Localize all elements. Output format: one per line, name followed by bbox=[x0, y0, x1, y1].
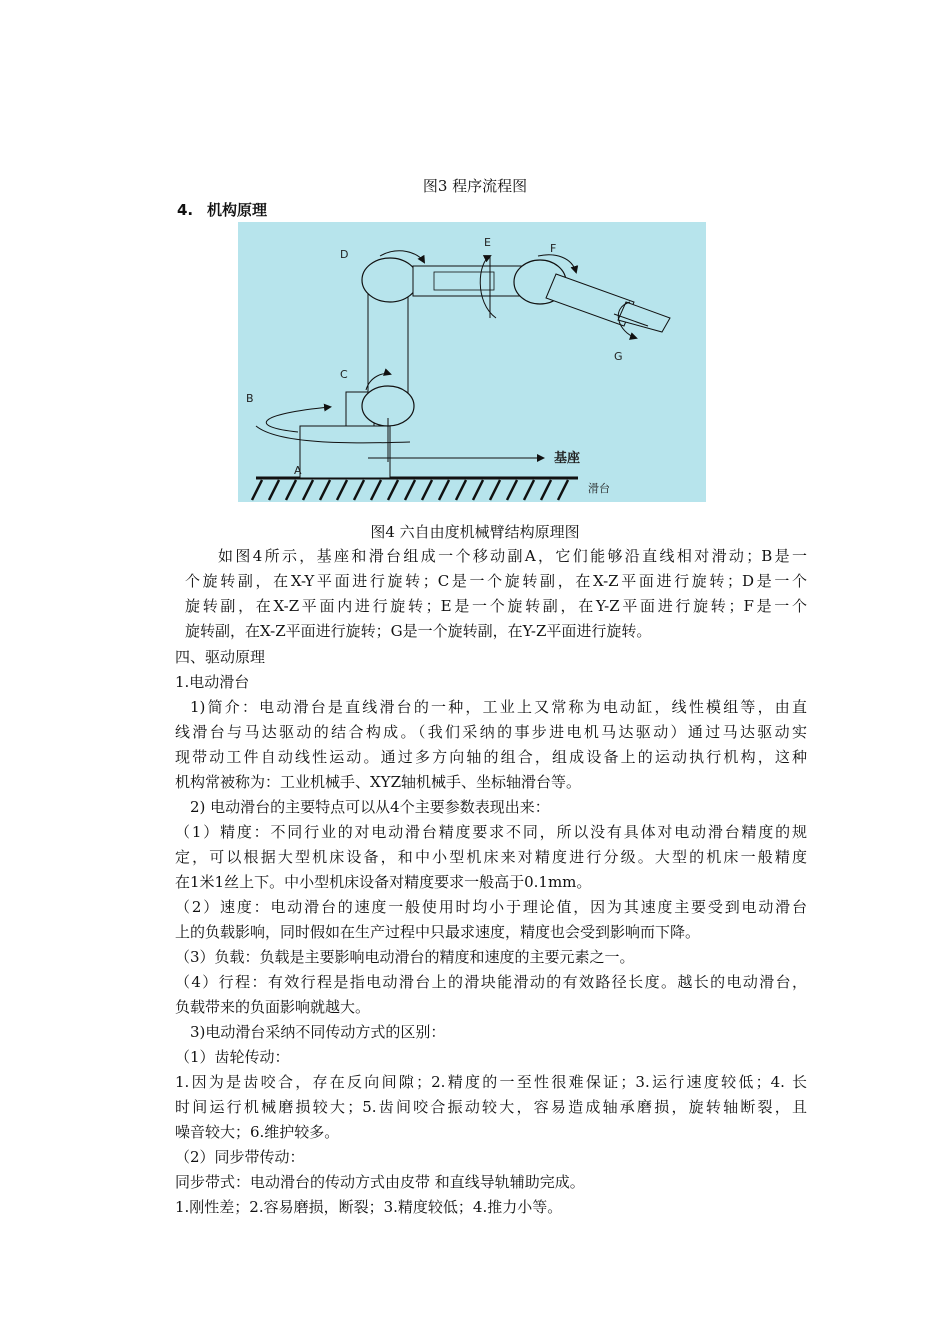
belt-description: 同步带式：电动滑台的传动方式由皮带 和直线导轨辅助完成。 bbox=[175, 1173, 585, 1191]
robot-arm-svg bbox=[238, 222, 706, 502]
gear-title: （1）齿轮传动： bbox=[175, 1048, 290, 1066]
intro-line: 线滑台与马达驱动的结合构成。（我们采纳的事步进电机马达驱动）通过马达驱动实 bbox=[175, 723, 807, 741]
travel-line: 负载带来的负面影响就越大。 bbox=[175, 998, 371, 1016]
label-e: E bbox=[484, 236, 491, 249]
precision-line: 定，可以根据大型机床设备，和中小型机床来对精度进行分级。大型的机床一般精度 bbox=[175, 848, 807, 866]
intro-line: 机构常被称为：工业机械手、XYZ轴机械手、坐标轴滑台等。 bbox=[175, 773, 582, 791]
speed-line: 上的负载影响，同时假如在生产过程中只最求速度，精度也会受到影响而下降。 bbox=[175, 923, 701, 941]
label-a: A bbox=[294, 464, 302, 477]
label-b: B bbox=[246, 392, 254, 405]
intro-line: 现带动工件自动线性运动。通过多方向轴的组合，组成设备上的运动执行机构，这种 bbox=[175, 748, 807, 766]
end-effector bbox=[618, 302, 670, 332]
joint-d bbox=[362, 258, 418, 302]
label-c: C bbox=[340, 368, 348, 381]
load-line: （3）负载：负载是主要影响电动滑台的精度和速度的主要元素之一。 bbox=[175, 948, 635, 966]
label-f: F bbox=[550, 242, 557, 255]
ground-hatch bbox=[252, 478, 578, 500]
travel-line: （4）行程：有效行程是指电动滑台上的滑块能滑动的有效路径长度。越长的电动滑台， bbox=[175, 973, 807, 991]
intro-line: 1)简介：电动滑台是直线滑台的一种，工业上又常称为电动缸，线性模组等，由直 bbox=[190, 698, 807, 716]
base-block bbox=[300, 426, 390, 478]
precision-line: 在1米1丝上下。中小型机床设备对精度要求一般高于0.1mm。 bbox=[175, 873, 592, 891]
robot-arm-diagram bbox=[238, 222, 706, 502]
label-base: 基座 bbox=[554, 451, 581, 466]
belt-title: （2）同步带传动： bbox=[175, 1148, 305, 1166]
section-title: 机构原理 bbox=[207, 201, 268, 219]
figure-3-caption: 图3 程序流程图 bbox=[422, 177, 528, 195]
paragraph-line: 旋转副，在X-Z平面内进行旋转；E是一个旋转副，在Y-Z平面进行旋转；F是一个 bbox=[185, 597, 807, 615]
paragraph-line: 旋转副，在X-Z平面进行旋转；G是一个旋转副，在Y-Z平面进行旋转。 bbox=[185, 622, 652, 640]
label-slide: 滑台 bbox=[588, 482, 610, 495]
belt-cons: 1.刚性差；2.容易磨损，断裂；3.精度较低；4.推力小等。 bbox=[175, 1198, 563, 1216]
paragraph-line: 如图4所示，基座和滑台组成一个移动副A，它们能够沿直线相对滑动；B是一 bbox=[218, 547, 807, 565]
gear-line: 1.因为是齿咬合，存在反向间隙；2.精度的一至性很难保证；3.运行速度较低；4. 长 bbox=[175, 1073, 807, 1091]
paragraph-line: 个旋转副，在X-Y平面进行旋转；C是一个旋转副，在X-Z平面进行旋转；D是一个 bbox=[185, 572, 807, 590]
section-number: 4. bbox=[177, 201, 194, 219]
section-heading bbox=[177, 200, 267, 220]
label-g: G bbox=[614, 350, 623, 363]
precision-line: （1）精度：不同行业的对电动滑台精度要求不同，所以没有具体对电动滑台精度的规 bbox=[175, 823, 807, 841]
figure-4-caption: 图4 六自由度机械臂结构原理图 bbox=[370, 523, 580, 541]
features-title: 2) 电动滑台的主要特点可以从4个主要参数表现出来： bbox=[190, 798, 550, 816]
label-d: D bbox=[340, 248, 349, 261]
speed-line: （2）速度：电动滑台的速度一般使用时均小于理论值，因为其速度主要受到电动滑台 bbox=[175, 898, 807, 916]
gear-line: 噪音较大；6.维护较多。 bbox=[175, 1123, 340, 1141]
gear-line: 时间运行机械磨损较大；5.齿间咬合振动较大，容易造成轴承磨损，旋转轴断裂，且 bbox=[175, 1098, 807, 1116]
diff-title: 3)电动滑台采纳不同传动方式的区别： bbox=[190, 1023, 446, 1041]
section-title-drive: 四、驱动原理 bbox=[175, 648, 266, 666]
subsection-title-slide: 1.电动滑台 bbox=[175, 673, 250, 691]
